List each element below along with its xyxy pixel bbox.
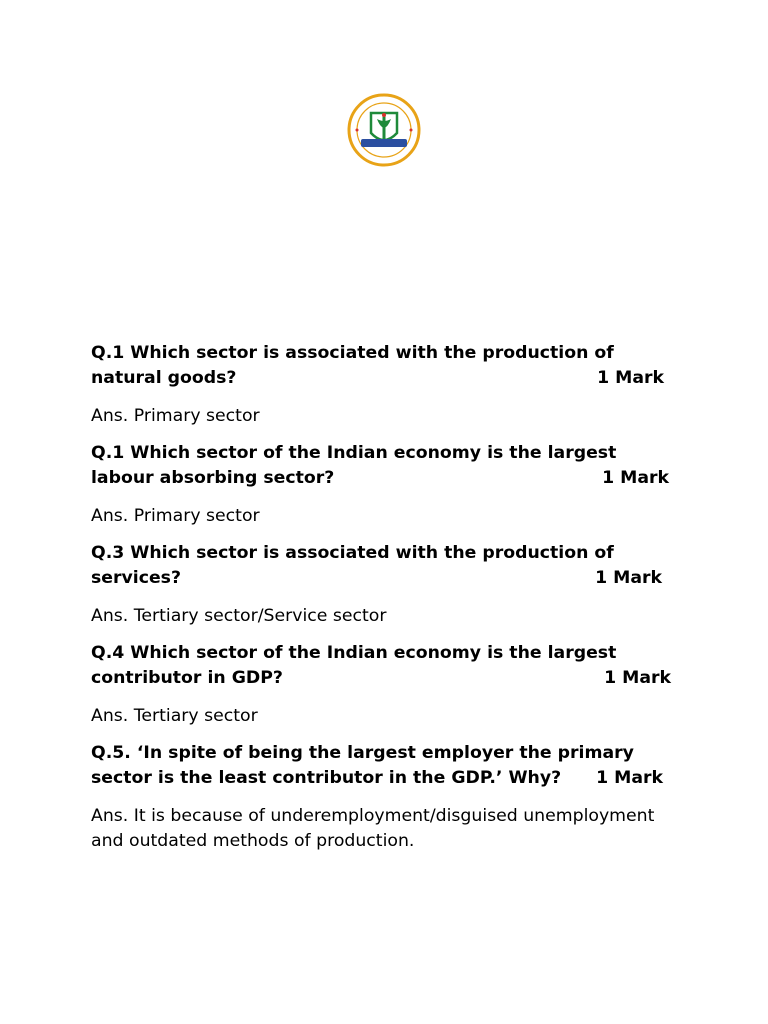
marks-label: 1 Mark bbox=[596, 768, 663, 788]
school-logo bbox=[347, 93, 421, 167]
question-line: Q.3 Which sector is associated with the production of bbox=[91, 543, 614, 563]
question-line: Q.1 Which sector is associated with the production of bbox=[91, 343, 614, 363]
question-line-with-marks bbox=[91, 566, 691, 591]
question-line: Q.1 Which sector of the Indian economy is the largest bbox=[91, 443, 617, 463]
question-line-with-marks bbox=[91, 466, 691, 491]
school-emblem-icon bbox=[347, 93, 421, 167]
question-line-with-marks bbox=[91, 766, 691, 791]
question-5 bbox=[91, 741, 691, 791]
question-line: sector is the least contributor in the GDP.’ Why? bbox=[91, 768, 562, 788]
question-line: contributor in GDP? bbox=[91, 668, 283, 688]
answer-1: Ans. Primary sector bbox=[91, 406, 260, 426]
answer-5: Ans. It is because of underemployment/disguised unemployment and outdated methods of production. bbox=[91, 806, 655, 851]
question-line: natural goods? bbox=[91, 368, 237, 388]
question-3 bbox=[91, 541, 691, 591]
answer-2: Ans. Primary sector bbox=[91, 506, 260, 526]
answer-4: Ans. Tertiary sector bbox=[91, 706, 258, 726]
marks-label: 1 Mark bbox=[602, 468, 669, 488]
question-4 bbox=[91, 641, 691, 691]
question-1 bbox=[91, 341, 691, 391]
question-line: services? bbox=[91, 568, 181, 588]
qa-item-5 bbox=[91, 741, 691, 854]
question-line-with-marks bbox=[91, 666, 691, 691]
qa-item-2 bbox=[91, 441, 691, 529]
question-line: Q.4 Which sector of the Indian economy is the largest bbox=[91, 643, 617, 663]
qa-item-4 bbox=[91, 641, 691, 729]
question-line: Q.5. ‘In spite of being the largest employer the primary bbox=[91, 743, 634, 763]
marks-label: 1 Mark bbox=[604, 668, 671, 688]
marks-label: 1 Mark bbox=[595, 568, 662, 588]
marks-label: 1 Mark bbox=[597, 368, 664, 388]
qa-item-3 bbox=[91, 541, 691, 629]
answer-3: Ans. Tertiary sector/Service sector bbox=[91, 606, 387, 626]
question-line: labour absorbing sector? bbox=[91, 468, 335, 488]
question-line-with-marks bbox=[91, 366, 691, 391]
question-2 bbox=[91, 441, 691, 491]
qa-item-1 bbox=[91, 341, 691, 429]
question-list bbox=[91, 341, 691, 866]
